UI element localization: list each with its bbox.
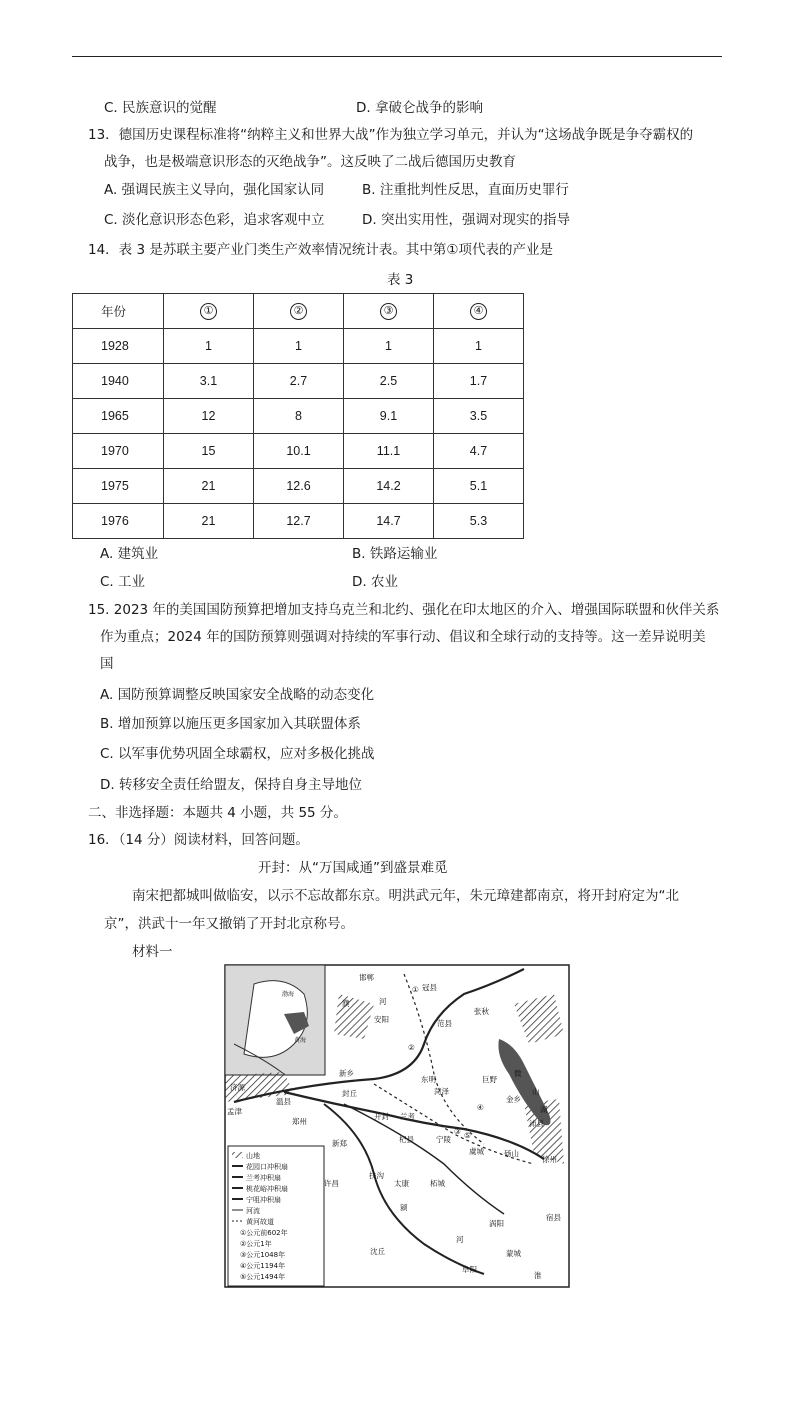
- place-label: 冠县: [422, 983, 437, 992]
- place-label: 张秋: [474, 1007, 489, 1016]
- q13-option-b[interactable]: B. 注重批判性反思，直面历史罪行: [362, 182, 569, 198]
- q14-stem: 14．表 3 是苏联主要产业门类生产效率情况统计表。其中第①项代表的产业是: [88, 242, 553, 258]
- place-label: 兰考: [400, 1112, 415, 1121]
- legend-item: 桃花峪冲积扇: [246, 1185, 288, 1193]
- place-label: 太康: [394, 1179, 409, 1188]
- legend-item: ②公元1年: [240, 1240, 272, 1248]
- place-label: 济源: [230, 1083, 245, 1092]
- place-label: 郑州: [292, 1117, 307, 1126]
- cell: 11.1: [344, 434, 434, 469]
- place-label: 新郑: [332, 1139, 347, 1148]
- cell: 1: [164, 329, 254, 364]
- place-label: 湖: [540, 1105, 548, 1114]
- place-label: 微: [514, 1069, 522, 1078]
- place-label: 沈丘: [370, 1247, 385, 1256]
- place-label: 虞城: [469, 1147, 484, 1156]
- place-label: 安阳: [374, 1015, 389, 1024]
- place-label: 邯郸: [359, 973, 374, 982]
- place-label: 封丘: [342, 1089, 357, 1098]
- cell: 14.7: [344, 504, 434, 539]
- place-label: 蒙城: [506, 1249, 521, 1258]
- table-header-row: [73, 294, 524, 329]
- q13-option-d[interactable]: D. 突出实用性，强调对现实的指导: [362, 212, 570, 228]
- q15-stem-line3: 国: [100, 656, 114, 672]
- cell: 9.1: [344, 399, 434, 434]
- q14-option-d[interactable]: D. 农业: [352, 574, 398, 590]
- cell: 10.1: [254, 434, 344, 469]
- place-label: 河: [379, 997, 387, 1006]
- table-row: [73, 504, 524, 539]
- legend-item: ⑤公元1494年: [240, 1273, 286, 1281]
- cell: 5.1: [434, 469, 524, 504]
- cell: 1: [434, 329, 524, 364]
- cell: 15: [164, 434, 254, 469]
- cell: 4.7: [434, 434, 524, 469]
- cell: 1.7: [434, 364, 524, 399]
- place-label: 菏泽: [434, 1087, 449, 1096]
- cell: 14.2: [344, 469, 434, 504]
- cell: 1965: [73, 399, 164, 434]
- legend-item: 黄河故道: [246, 1218, 274, 1226]
- q16-stem: 16．（14 分）阅读材料，回答问题。: [88, 832, 309, 848]
- q14-option-c[interactable]: C. 工业: [100, 574, 146, 590]
- cell: 12.6: [254, 469, 344, 504]
- q12-option-c[interactable]: C. 民族意识的觉醒: [104, 100, 217, 116]
- q15-option-b[interactable]: B. 增加预算以施压更多国家加入其联盟体系: [100, 716, 361, 732]
- q16-paragraph-line2: 京”，洪武十一年又撤销了开封北京称号。: [104, 916, 354, 932]
- section-heading: 二、非选择题：本题共 4 小题，共 55 分。: [88, 805, 347, 821]
- header-rule: [72, 56, 722, 57]
- cell: 1975: [73, 469, 164, 504]
- cell: 2.7: [254, 364, 344, 399]
- route-mark: ④: [477, 1103, 484, 1112]
- cell: 21: [164, 504, 254, 539]
- place-label: 沛县: [529, 1119, 544, 1128]
- table-row: [73, 399, 524, 434]
- q13-option-c[interactable]: C. 淡化意识形态色彩，追求客观中立: [104, 212, 325, 228]
- q14-option-a[interactable]: A. 建筑业: [100, 546, 159, 562]
- place-label: 温县: [276, 1097, 291, 1106]
- place-label: 范县: [437, 1019, 452, 1028]
- q16-paragraph-line1: 南宋把都城叫做临安，以示不忘故都东京。明洪武元年，朱元璋建都南京，将开封府定为“北: [132, 888, 679, 904]
- place-label: 山: [532, 1087, 540, 1096]
- place-label: 徐州: [542, 1155, 557, 1164]
- cell: 12: [164, 399, 254, 434]
- route-mark: ⑤: [464, 1131, 471, 1140]
- table-title: 表 3: [387, 272, 414, 288]
- cell: 3.1: [164, 364, 254, 399]
- yellow-river-map: [224, 964, 570, 1288]
- cell: 1: [254, 329, 344, 364]
- cell: 21: [164, 469, 254, 504]
- table-row: [73, 329, 524, 364]
- place-label: 黄海: [294, 1037, 307, 1044]
- place-label: 孟津: [227, 1107, 242, 1116]
- place-label: 阜阳: [462, 1265, 477, 1274]
- legend-item: ④公元1194年: [240, 1262, 286, 1270]
- legend-item: 宁咀冲积扇: [246, 1196, 281, 1204]
- place-label: 河: [456, 1235, 464, 1244]
- place-label: 淮: [534, 1271, 542, 1280]
- cell: 5.3: [434, 504, 524, 539]
- legend-item: 河流: [246, 1207, 260, 1215]
- table-row: [73, 434, 524, 469]
- header-col2: ②: [254, 294, 344, 329]
- place-label: 杞县: [399, 1135, 414, 1144]
- q15-option-d[interactable]: D. 转移安全责任给盟友，保持自身主导地位: [100, 777, 362, 793]
- legend-item: 兰考冲积扇: [246, 1174, 281, 1182]
- productivity-table: [72, 293, 524, 539]
- legend-item: 花园口冲积扇: [246, 1163, 288, 1171]
- cell: 1976: [73, 504, 164, 539]
- cell: 1: [344, 329, 434, 364]
- cell: 1940: [73, 364, 164, 399]
- cell: 12.7: [254, 504, 344, 539]
- route-mark: ③: [454, 1127, 461, 1136]
- cell: 1970: [73, 434, 164, 469]
- q15-option-c[interactable]: C. 以军事优势巩固全球霸权，应对多极化挑战: [100, 746, 375, 762]
- cell: 3.5: [434, 399, 524, 434]
- table-row: [73, 364, 524, 399]
- q13-stem-line1: 13．德国历史课程标准将“纳粹主义和世界大战”作为独立学习单元，并认为“这场战争既是争夺霸权的: [88, 127, 694, 143]
- place-label: 颍: [400, 1203, 408, 1212]
- place-label: 金乡: [506, 1095, 521, 1104]
- legend-item: 山地: [246, 1152, 260, 1160]
- place-label: 东明: [421, 1075, 436, 1084]
- header-col3: ③: [344, 294, 434, 329]
- table-row: [73, 469, 524, 504]
- place-label: 濮: [342, 999, 350, 1008]
- q15-stem-line2: 作为重点；2024 年的国防预算则强调对持续的军事行动、倡议和全球行动的支持等。这一差异说明美: [100, 629, 706, 645]
- material-title: 开封：从“万国咸通”到盛景难觅: [258, 860, 448, 876]
- q12-option-d[interactable]: D. 拿破仑战争的影响: [356, 100, 483, 116]
- cell: 2.5: [344, 364, 434, 399]
- header-col1: ①: [164, 294, 254, 329]
- legend-item: ①公元前602年: [240, 1229, 288, 1237]
- q15-stem-line1: 15. 2023 年的美国国防预算把增加支持乌克兰和北约、强化在印太地区的介入、增强国际联盟和伙伴关系: [88, 602, 720, 618]
- material-label: 材料一: [132, 944, 173, 960]
- q14-option-b[interactable]: B. 铁路运输业: [352, 546, 438, 562]
- q13-option-a[interactable]: A. 强调民族主义导向，强化国家认同: [104, 182, 325, 198]
- place-label: 砀山: [504, 1149, 519, 1158]
- route-mark: ②: [408, 1043, 415, 1052]
- place-label: 渤海: [282, 991, 295, 998]
- place-label: 涡阳: [489, 1219, 504, 1228]
- place-label: 宿县: [546, 1213, 561, 1222]
- place-label: 柘城: [430, 1179, 445, 1188]
- header-col4: ④: [434, 294, 524, 329]
- route-mark: ①: [412, 985, 419, 994]
- cell: 1928: [73, 329, 164, 364]
- header-year: 年份: [73, 294, 164, 329]
- place-label: 开封: [374, 1112, 389, 1121]
- q13-stem-line2: 战争，也是极端意识形态的灭绝战争”。这反映了二战后德国历史教育: [104, 154, 516, 170]
- place-label: 新乡: [339, 1069, 354, 1078]
- place-label: 宁陵: [436, 1135, 451, 1144]
- place-label: 扶沟: [369, 1171, 384, 1180]
- q15-option-a[interactable]: A. 国防预算调整反映国家安全战略的动态变化: [100, 687, 375, 703]
- place-label: 巨野: [482, 1075, 497, 1084]
- cell: 8: [254, 399, 344, 434]
- legend-item: ③公元1048年: [240, 1251, 286, 1259]
- place-label: 许昌: [324, 1179, 339, 1188]
